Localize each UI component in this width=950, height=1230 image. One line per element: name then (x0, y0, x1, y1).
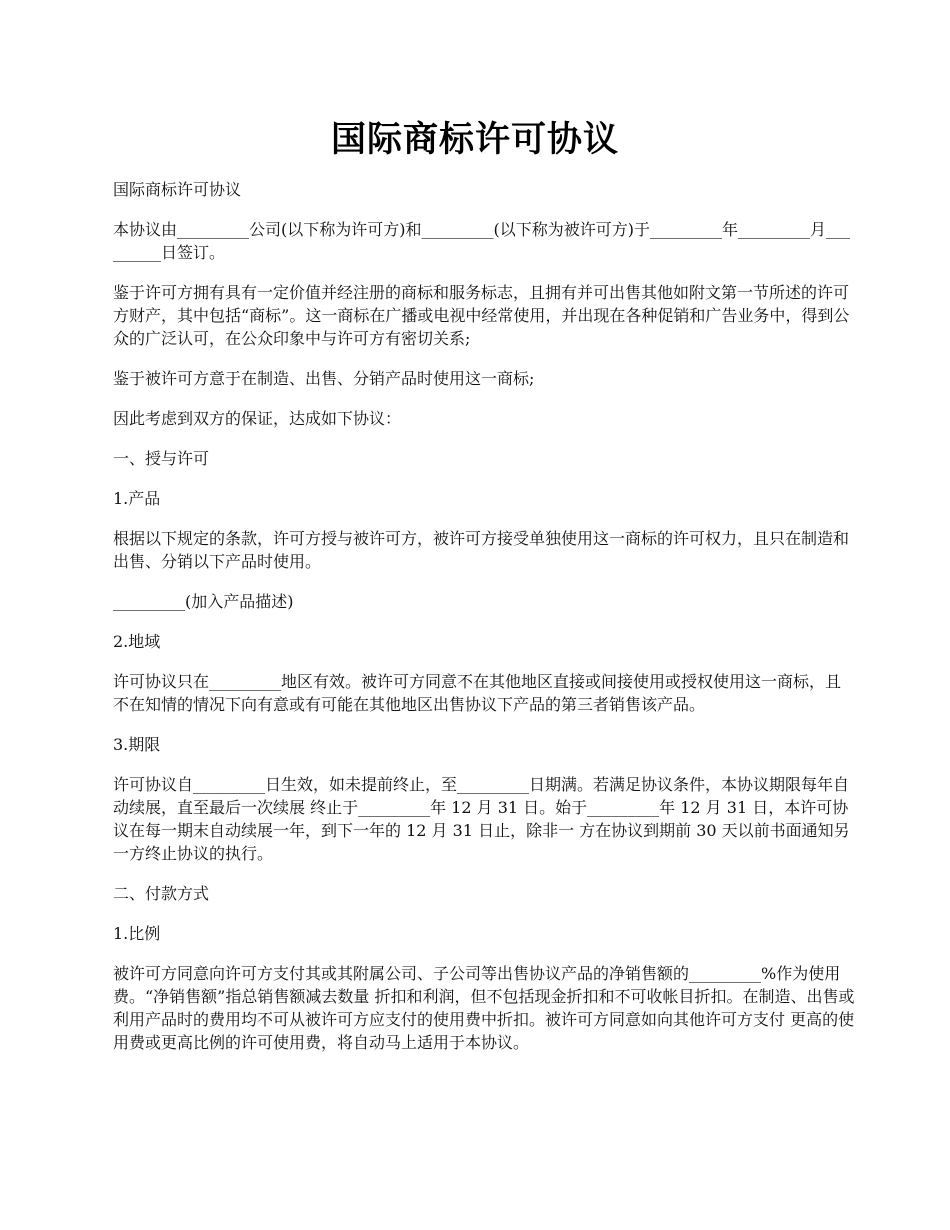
subheading-term: 3.期限 (113, 735, 161, 754)
subheading-territory: 2.地域 (113, 632, 161, 651)
paragraph-parties: 本协议由_________公司(以下称为许可方)和_________(以下称为被许可方)于_________年_________月_________日签订。 (113, 220, 850, 262)
section-heading-payment: 二、付款方式 (113, 884, 210, 903)
paragraph-products: 根据以下规定的条款，许可方授与被许可方，被许可方接受单独使用这一商标的许可权力，且只在制造和出售、分销以下产品时使用。 (113, 529, 850, 571)
subheading-products: 1.产品 (113, 489, 161, 508)
section-heading-grant: 一、授与许可 (113, 449, 210, 468)
paragraph-whereas-licensor: 鉴于许可方拥有具有一定价值并经注册的商标和服务标志，且拥有并可出售其他如附文第一节所述的许可方财产，其中包括“商标”。这一商标在广播或电视中经常使用，并出现在各种促销和广告业务中，得到公众的广泛认可，在公众印象中与许可方有密切关系; (113, 283, 850, 348)
subheading-ratio: 1.比例 (113, 924, 161, 943)
document-title: 国际商标许可协议 (330, 119, 619, 160)
paragraph-territory: 许可协议只在_________地区有效。被许可方同意不在其他地区直接或间接使用或授权使用这一商标，且不在知情的情况下向有意或有可能在其他地区出售协议下产品的第三者销售该产品。 (113, 672, 842, 714)
paragraph-heading-repeat: 国际商标许可协议 (113, 180, 242, 199)
paragraph-product-description: _________(加入产品描述) (113, 592, 294, 611)
document-body (113, 178, 855, 1071)
paragraph-royalty: 被许可方同意向许可方支付其或其附属公司、子公司等出售协议产品的净销售额的_________%作为使用费。“净销售额”指总销售额减去数量 折扣和利润，但不包括现金折扣和不可收帐目折扣。在制造、出售或利用产品时的费用均不可从被许可方应支付的使用费中折扣。被许可方同意如向其他许可方支付 更高的使用费或更高比例的许可使用费，将自动马上适用于本协议。 (113, 964, 855, 1052)
paragraph-whereas-licensee: 鉴于被许可方意于在制造、出售、分销产品时使用这一商标; (113, 369, 535, 388)
paragraph-term: 许可协议自_________日生效，如未提前终止，至_________日期满。若满足协议条件，本协议期限每年自动续展，直至最后一次续展 终止于_________年 12 月 31 日。始于_________年 12 月 31 日，本许可协议在每一期末自动续展一年，到下一年的 12 月 31 日止，除非一 方在协议到期前 30 天以前书面通知另一方终止协议的执行。 (113, 775, 850, 863)
paragraph-agreement-intro: 因此考虑到双方的保证，达成如下协议： (113, 409, 402, 428)
